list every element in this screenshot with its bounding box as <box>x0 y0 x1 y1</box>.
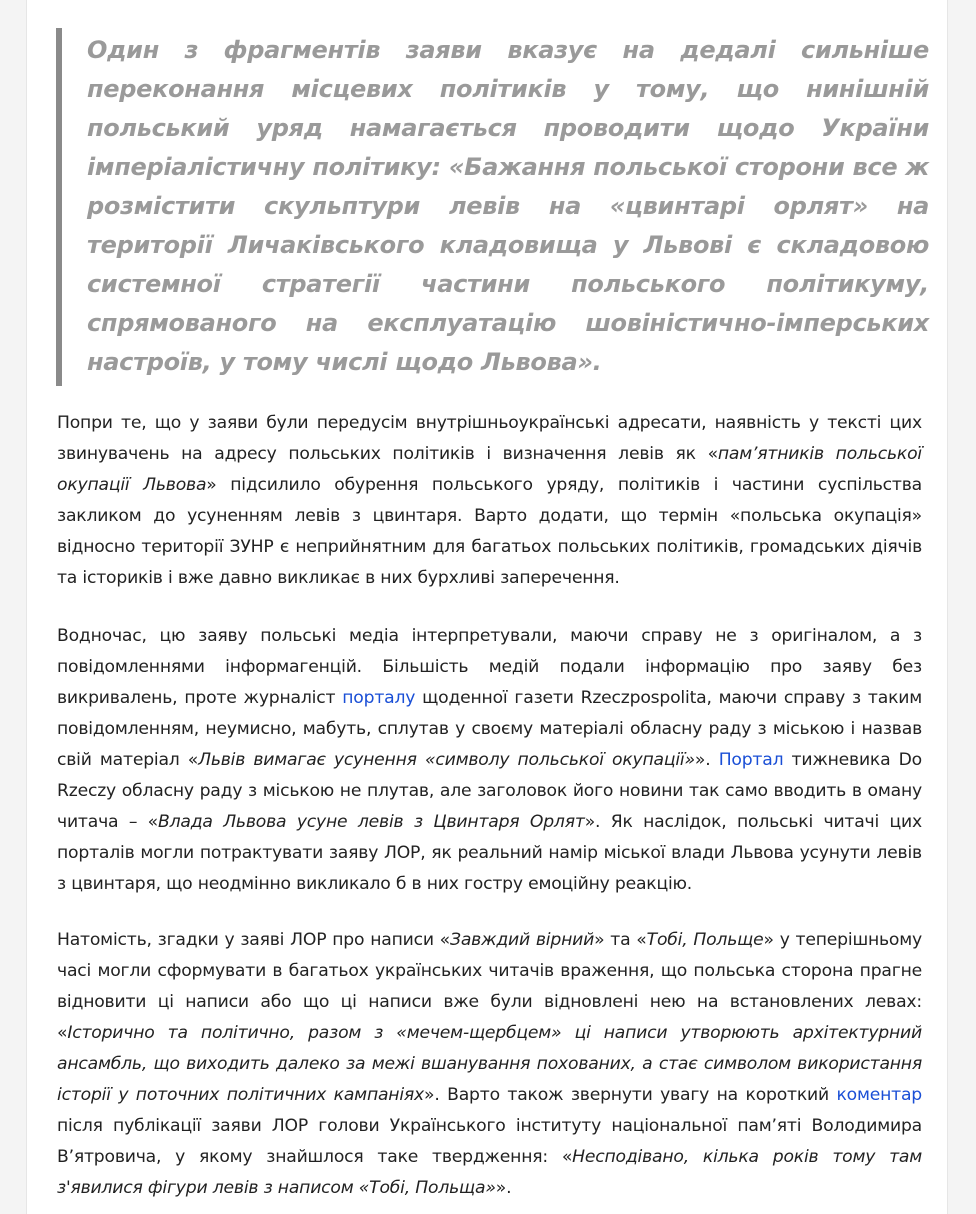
pull-quote-text: Один з фрагментів заяви вказує на дедалі сильніше переконання місцевих політиків у тому, що нинішній польський уряд намагається проводити щодо України імперіалістичну політику: «Бажання польської сторони все ж розмістити скульптури левів на «цвинтарі орлят» на території Личаківського кладовища у Львові є складовою системної стратегії частини польського політикуму, спрямованого на експлуатацію шовіністично-імперських настроїв, у тому числі щодо Львова». <box>87 36 929 376</box>
paragraph-3-text-3: » у теперішньому часі могли сформувати в багатьох українських читачів враження, що польська сторона прагне відновити ці написи або що ці написи вже були відновлені нею на встановлених левах: « <box>57 930 922 1043</box>
do-rzeczy-portal-link[interactable]: Портал <box>718 750 784 770</box>
paragraph-1 <box>57 408 922 594</box>
paragraph-2-text-4: тижневика Do Rzeczy обласну раду з міською не плутав, але заголовок його новини так само вводить в оману читача – « <box>57 750 922 832</box>
paragraph-3-text-6: ». <box>495 1178 512 1198</box>
comment-link[interactable]: коментар <box>836 1085 923 1105</box>
paragraph-3-italic-1: Завждий вірний <box>450 930 595 950</box>
paragraph-2-italic-2: Влада Львова усуне левів з Цвинтаря Орлят <box>158 812 585 832</box>
paragraph-3-text-1: Натомість, згадки у заяві ЛОР про написи « <box>57 930 450 950</box>
paragraph-1-text-1: Попри те, що у заяви були передусім внутрішньоукраїнські адресати, наявність у тексті цих звинувачень на адресу польських політиків і визначення левів як « <box>57 413 922 464</box>
paragraph-3-text-5: після публікації заяви ЛОР голови Українського інституту національної пам’яті Володимира В’ятровича, у якому знайшлося таке твердження: « <box>57 1116 922 1167</box>
paragraph-3-italic-4: Несподівано, кілька років тому там з'явилися фігури левів з написом «Тобі, Польща» <box>57 1147 922 1198</box>
paragraph-1-text-2: » підсилило обурення польського уряду, політиків і частини суспільства закликом до усуненням левів з цвинтаря. Варто додати, що термін «польська окупація» відносно території ЗУНР є неприйнятним для багатьох польських політиків, громадських діячів та істориків і вже давно викликає в них бурхливі заперечення. <box>57 475 922 588</box>
paragraph-3-text-2: » та « <box>594 930 647 950</box>
paragraph-3-italic-2: Тобі, Польще <box>646 930 764 950</box>
paragraph-3-italic-3: Історично та політично, разом з «мечем-щербцем» ці написи утворюють архітектурний ансамбль, що виходить далеко за межі вшанування похованих, а стає символом використання історії у поточних політичних кампаніях <box>57 1023 922 1105</box>
paragraph-2 <box>57 621 922 900</box>
article-page <box>26 0 948 1214</box>
rzeczpospolita-portal-link[interactable]: порталу <box>342 688 416 708</box>
paragraph-2-text-5: ». Як наслідок, польські читачі цих порталів могли потрактувати заяву ЛОР, як реальний намір міської влади Львова усунути левів з цвинтаря, що неодмінно викликало б в них гостру емоційну реакцію. <box>57 812 922 894</box>
paragraph-1-italic-1: пам’ятників польської окупації Львова <box>57 444 922 495</box>
paragraph-2-italic-1: Львів вимагає усунення «символу польської окупації» <box>198 750 695 770</box>
pull-quote <box>56 28 929 386</box>
paragraph-2-text-3: ». <box>694 750 719 770</box>
paragraph-2-text-2: щоденної газети Rzeczpospolita, маючи справу з таким повідомленням, неумисно, мабуть, сплутав у своєму матеріалі обласну раду з міською і назвав свій матеріал « <box>57 688 922 770</box>
paragraph-3 <box>57 925 922 1204</box>
paragraph-2-text-1: Водночас, цю заяву польські медіа інтерпретували, маючи справу не з оригіналом, а з повідомленнями інформагенцій. Більшість медій подали інформацію про заяву без викривалень, проте журналіст <box>57 626 922 708</box>
paragraph-3-text-4: ». Варто також звернути увагу на короткий <box>424 1085 837 1105</box>
